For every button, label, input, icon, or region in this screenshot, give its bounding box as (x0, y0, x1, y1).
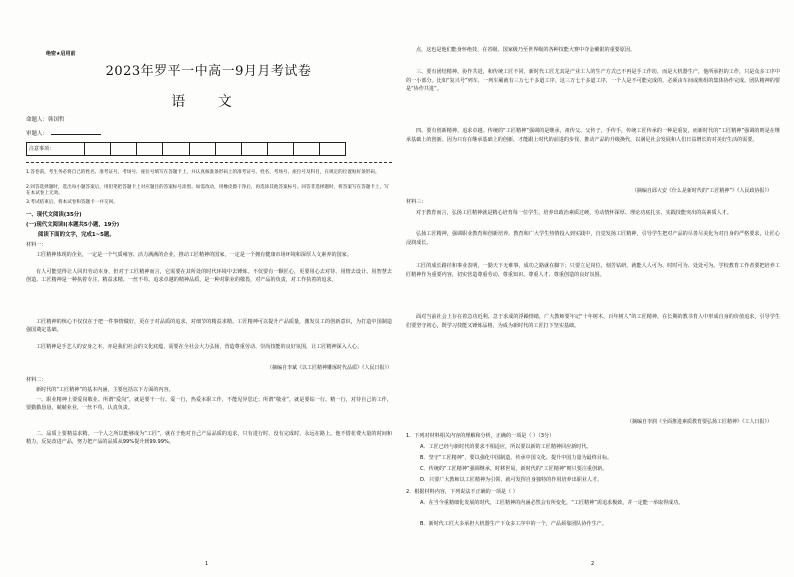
source-citation: （摘编自李润《全面推进素质教育要弘扬工匠精神》《工人日报》） (626, 419, 772, 425)
paragraph: 二、品质上要精益求精。一个人之所以能够成为“工匠”，就在于他对自己产品品质的追求，只有进行时，没有完成时，永远在路上。他不惜花费大量的时间和精力，反复改进产品，努力把产品的品质从99%提升到99.99%。 (26, 431, 392, 446)
section-heading: 一、现代文阅读(35分) (26, 212, 82, 218)
paragraph: 工匠精神是手艺人的安身之本，亦是我们社会的文化底蕴，需要在全社会大力弘扬，营造尊重劳动、崇尚技能的良好氛围，让工匠精神深入人心。 (36, 344, 363, 350)
material-label: 材料一： (26, 242, 47, 248)
paragraph: 点，这也是他们能身怀绝技，在省级、国家级乃至世界级的各种技能大赛中夺金戴银的重要原因。 (416, 47, 636, 53)
author-label: 命题人：韩国哲 (26, 117, 65, 123)
score-cell (268, 143, 294, 155)
source-citation: （摘编自邱大安《什么是新时代的“工匠精神”》《人民政协报》） (631, 188, 772, 194)
paragraph: 一、职业精神上要爱岗敬业。所谓“爱岗”，就是要干一行、爱一行，热爱本职工作，不能见异思迁；所谓“敬业”，就是要钻一行、精一行，对待自己的工作，要勤勤恳恳，兢兢业业，一丝不苟，认真负责。 (26, 397, 392, 412)
paragraph: 工匠的成长路径和事业表明，一勤天下无难事，成功之路就在脚下；只要立足岗位，刻苦钻研，就能人人可为、时时可为、处处可为。学校教育工作者要把培养工匠精神作为重要内容，切实营造尊重劳动、尊重知识、尊重人才、尊重创造的良好氛围。 (406, 263, 780, 278)
option: A．工匠已经与新时代的要求不相适应，所以要以新的工匠精神回应新时代。 (420, 444, 592, 450)
page-number: 1 (205, 561, 209, 567)
paragraph: 弘扬工匠精神，强调职业教育和创新培养。教育和广大学生热情投入到实践中，自觉发扬工匠精神，引导学生把对产品的尽善尽美化为对自身的严格要求，让匠心浸润成长。 (406, 231, 780, 246)
score-cell (320, 143, 345, 155)
divider (26, 162, 392, 163)
material-label: 材料三： (406, 199, 427, 205)
secret-label: 绝密★启用前 (46, 51, 76, 57)
subject-title: 语 文 (171, 94, 246, 110)
score-grid-label: 注意事项： (27, 143, 85, 155)
score-cell (163, 143, 189, 155)
page-left (20, 0, 397, 577)
reviewer-line (26, 129, 101, 137)
score-cell (294, 143, 320, 155)
score-cell (111, 143, 137, 155)
reading-instruction: 阅读下面的文字，完成1~5题。 (38, 232, 115, 238)
material-label: 材料二： (26, 377, 47, 383)
notice-2: 2.回答选择题时，选出每小题答案后，用铅笔把答题卡上对应题目的答案标号涂黑。如需改动，用橡皮擦干净后，再选涂其他答案标号。回答非选择题时，将答案写在答题卡上，写在本试卷上无效。 (26, 185, 389, 197)
score-cell (216, 143, 242, 155)
reviewer-label: 审题人： (26, 131, 49, 137)
source-citation: （摘编自李斌《以工匠精神雕琢时代品质》《人民日报》） (266, 365, 392, 371)
paragraph: 有人可能觉得让人回归劳动本身，但对于工匠精神而言，它需要在其所处的时代环境中去锤炼。不仅要有一颗匠心，更要用心去对待、用情去设计、用智慧去创造。工匠精神是一种执着专注、精益求精、一丝不苟、追求卓越的精神品质，是一种对职业的敬畏，对产品的负责，对工作执着的追求。 (26, 269, 392, 284)
paragraph: 四、要有创新精神、追求卓越。传统的“工匠精神”强调的是继承，祖传父、父传子，手传手，传统工匠传承的一种是重复，而新时代的“工匠精神”强调的则是在继承基础上的创新。因为只有在继承基础上的创新，才能跟上时代的前进的步伐，推动产品的升级换代，以满足社会发展和人们日益增长的对美好生活的需要。 (406, 128, 780, 143)
score-cell (85, 143, 111, 155)
question-1: 1．下列对材料相关内容的理解和分析，正确的一项是（ ）（3分） (406, 433, 555, 439)
score-cell (190, 143, 216, 155)
paragraph: 新时代的“工匠精神”的基本内涵，主要包括以下方面的内容。 (36, 387, 174, 393)
reviewer-blank (51, 134, 101, 135)
notice-1: 1.答卷前，考生务必将自己的姓名、准考证号、考场号、座位号填写在答题卡上，并认真核准条形码上的准考证号、姓名、考场号、座位号及科目，在规定的位置贴好条形码。 (26, 170, 380, 175)
author-line (26, 115, 65, 123)
score-cell (242, 143, 268, 155)
question-2: 2．根据材料内容，下列说法不正确的一项是（ ） (406, 489, 518, 495)
option: A．在当今重精细化发展的时代，工匠精神的内涵必然会有所变化，“工匠精神”需追求极致，并一定能一举取得成功。 (420, 500, 684, 506)
option: B．坚守“工匠精神”，要以强化中国制造、传承中国文化、提升中国力量为最终目标。 (420, 455, 613, 461)
paragraph: 工匠精神的核心不仅仅在于把一件事情做好，更在于对品质的追求，对细节的精益求精。工匠精神可以提升产品质量，激发员工的创新意识，为打造中国制造强国奠定基础。 (26, 319, 392, 334)
notice-3: 3.考试结束后，将本试卷和答题卡一并交回。 (26, 200, 118, 205)
option: D．只要广大教师以工匠精神为引领，就可发挥自身独特的作用培养出职业人才。 (420, 477, 603, 483)
option: C．传统的“工匠精神”强调继承，时移世易，新时代的“工匠精神”则只要注重创新。 (420, 466, 608, 472)
paragraph: 面对当前社会上存在着急功近利、急于求成的浮躁情绪，广大教师要牢记“十年树木，百年树人”的工匠精神，在长期的教书育人中形成自身的价值追求，引导学生们要坚守初心，既学习技能又锤炼品格，为成为新时代的工匠打下坚实基础。 (406, 314, 780, 329)
score-cell (137, 143, 163, 155)
option: B．新时代工匠大多承担大机器生产下众多工序中的一个，产品须靠团队协作生产。 (420, 521, 607, 527)
paragraph: 工匠精神体现的企业，一定是一个气质雍容、活力满满的企业，推动工匠精神的国家，一定是一个拥有健康市场环境和深厚人文素养的国家。 (36, 252, 352, 258)
paragraph: 对于教育而言，弘扬工匠精神就是精心培育每一位学生，培养出政治素质过硬、劳动情怀深厚、理论功底扎实、实践技能突出的高素质人才。 (416, 210, 732, 216)
page-right (406, 0, 786, 577)
page-number: 2 (591, 561, 595, 567)
score-grid (26, 142, 346, 156)
subsection-heading: (一)现代文阅读Ⅰ(本题共5小题，19分) (26, 222, 120, 228)
paragraph: 三、要有团结精神、协作共进，和传统工匠不同，新时代工匠尤其是产业工人的生产方式已不再是手工作坊，而是大机器生产，他所承担的工作，只是众多工序中的一小部分。比如“复兴号”列车，一列车厢就有三万七千多道工序。这三万七千多道工序，一个人是不可能完成的，必须由车间或班组的集体协作完成。团队精神的要是“协作共进”。 (406, 69, 780, 93)
exam-title: 2023年罗平一中高一9月月考试卷 (105, 64, 312, 79)
